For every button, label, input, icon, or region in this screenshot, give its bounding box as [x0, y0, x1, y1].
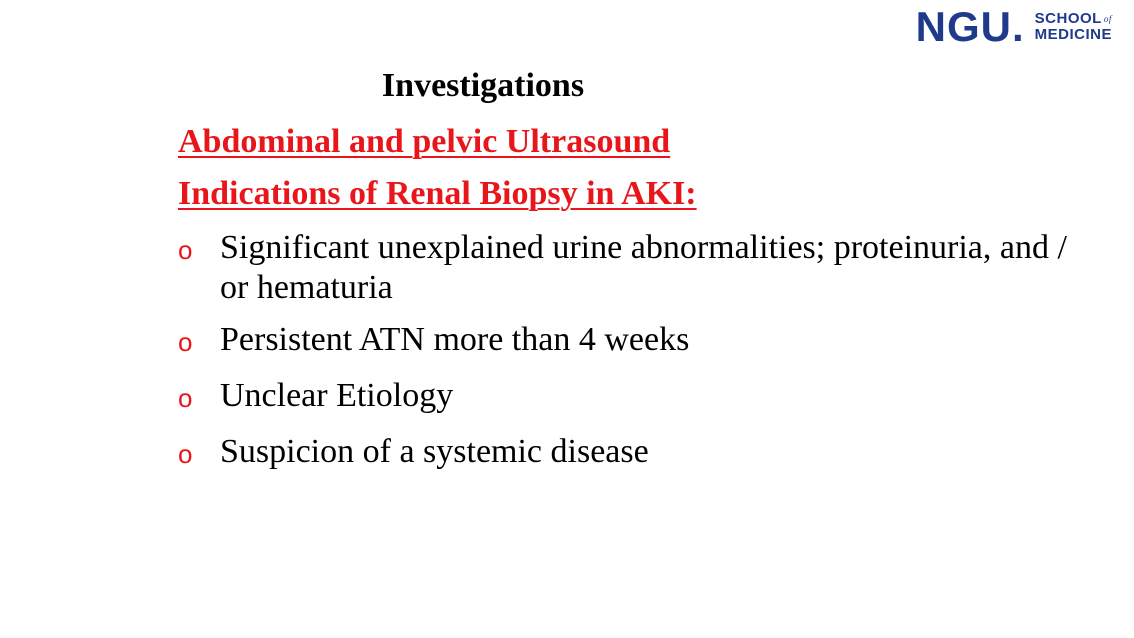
list-item — [178, 376, 1078, 420]
logo-of: of — [1103, 14, 1112, 24]
slide-title: Investigations — [381, 67, 585, 104]
logo-line-school: SCHOOL $^{of}$ — [1034, 10, 1112, 27]
bullet-marker-icon: o — [178, 327, 193, 357]
logo-mark: NGU. — [915, 3, 1025, 50]
logo-subtitle — [1035, 11, 1112, 43]
bullet-marker-icon: o — [178, 383, 193, 413]
heading-renal-biopsy: Indications of Renal Biopsy in AKI: — [178, 175, 697, 212]
bullet-marker-icon: o — [178, 439, 193, 469]
list-item — [178, 320, 1078, 364]
indications-list — [178, 228, 1078, 488]
logo-line-medicine: MEDICINE — [1034, 26, 1112, 43]
bullet-marker-icon: o — [178, 235, 193, 265]
list-item-text: Significant unexplained urine abnormalities; proteinuria, and / or hematuria — [220, 229, 1067, 306]
ngu-school-of-medicine-logo — [915, 3, 1112, 50]
heading-ultrasound: Abdominal and pelvic Ultrasound — [178, 123, 671, 160]
list-item-text: Unclear Etiology — [220, 377, 454, 414]
list-item-text: Persistent ATN more than 4 weeks — [220, 321, 690, 358]
list-item — [178, 432, 1078, 476]
list-item — [178, 228, 1078, 308]
list-item-text: Suspicion of a systemic disease — [220, 433, 649, 470]
